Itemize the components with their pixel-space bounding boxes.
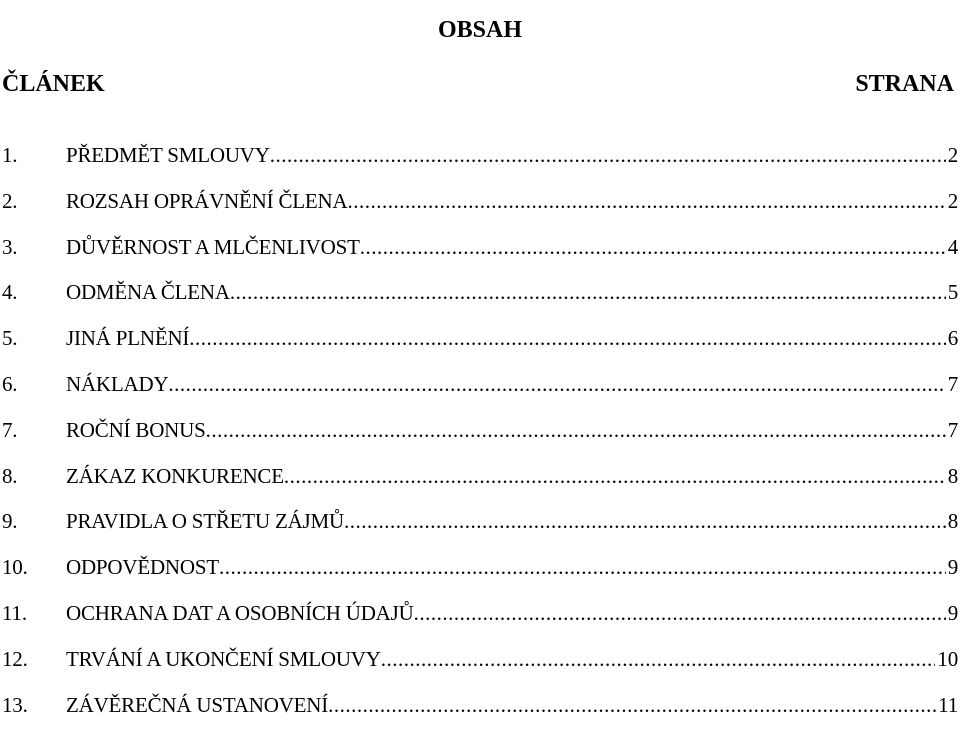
toc-entry-number: 2. [2, 188, 18, 213]
toc-entry-number: 12. [2, 646, 28, 671]
toc-entry-page-number: 8 [947, 463, 958, 488]
toc-entry-title: ODMĚNA ČLENA [66, 280, 230, 305]
toc-entry-title: PŘEDMĚT SMLOUVY [66, 143, 270, 167]
toc-entry-page-number: 4 [947, 234, 958, 259]
toc-entry-leader-dots [347, 186, 945, 216]
toc-entry-number: 10. [2, 555, 28, 580]
column-header-page: STRANA [855, 71, 954, 97]
toc-entry-leader-dots [230, 277, 946, 307]
toc-entry[interactable] [2, 506, 958, 552]
toc-entry-leader-dots [360, 232, 946, 262]
toc-entry-page-number: 11 [938, 692, 958, 717]
toc-entry[interactable] [2, 690, 958, 735]
toc-entry[interactable] [2, 461, 958, 507]
toc-entry[interactable] [2, 552, 958, 598]
toc-entry-leader-dots [219, 552, 946, 582]
toc-entry[interactable] [2, 277, 958, 323]
toc-entry-leader-dots [206, 415, 946, 445]
toc-entry-leader-dots [381, 644, 936, 674]
toc-entry-number: 7. [2, 417, 18, 442]
toc-entry-leader-dots [270, 140, 946, 170]
toc-entry-number: 13. [2, 692, 28, 717]
table-of-contents [2, 140, 958, 735]
toc-entry-page-number: 7 [947, 417, 958, 442]
toc-entry-title: JINÁ PLNĚNÍ [66, 326, 190, 351]
toc-entry-page-number: 2 [947, 188, 958, 213]
toc-entry-title: OCHRANA DAT A OSOBNÍCH ÚDAJŮ [66, 600, 414, 625]
toc-entry-title: ZÁKAZ KONKURENCE [66, 463, 284, 488]
toc-entry-page-number: 6 [947, 326, 958, 351]
toc-entry-title: ODPOVĚDNOST [66, 555, 219, 580]
toc-entry-page-number: 5 [947, 280, 958, 305]
toc-entry-title: DŮVĚRNOST A MLČENLIVOST [66, 234, 360, 259]
toc-entry-title: ROČNÍ BONUS [66, 417, 206, 442]
toc-entry-title: TRVÁNÍ A UKONČENÍ SMLOUVY [66, 646, 381, 671]
toc-entry-number: 8. [2, 463, 18, 488]
toc-entry[interactable] [2, 598, 958, 644]
toc-entry-leader-dots [284, 461, 946, 491]
toc-entry-leader-dots [189, 323, 945, 353]
toc-entry[interactable] [2, 232, 958, 278]
toc-entry[interactable] [2, 644, 958, 690]
toc-entry-number: 11. [2, 600, 27, 625]
toc-entry[interactable] [2, 140, 958, 186]
column-header-article: ČLÁNEK [2, 71, 105, 97]
toc-entry-page-number: 9 [947, 555, 958, 580]
toc-entry-page-number: 7 [947, 371, 958, 396]
toc-entry[interactable] [2, 323, 958, 369]
toc-entry[interactable] [2, 369, 958, 415]
toc-entry-leader-dots [328, 690, 936, 720]
toc-entry-leader-dots [344, 506, 946, 536]
toc-entry-number: 1. [2, 143, 18, 167]
toc-entry-number: 3. [2, 234, 18, 259]
toc-entry-page-number: 9 [947, 600, 958, 625]
toc-entry[interactable] [2, 186, 958, 232]
page-title: OBSAH [437, 17, 523, 44]
toc-entry-page-number: 8 [947, 509, 958, 534]
toc-entry-number: 9. [2, 509, 18, 534]
toc-entry-page-number: 10 [937, 646, 958, 671]
toc-entry-page-number: 2 [947, 143, 958, 167]
toc-entry-title: ROZSAH OPRÁVNĚNÍ ČLENA [66, 188, 348, 213]
toc-entry-number: 4. [2, 280, 18, 305]
toc-entry-title: ZÁVĚREČNÁ USTANOVENÍ [66, 692, 329, 717]
toc-entry-title: NÁKLADY [66, 371, 169, 396]
toc-entry-leader-dots [414, 598, 946, 628]
toc-entry[interactable] [2, 415, 958, 461]
toc-entry-title: PRAVIDLA O STŘETU ZÁJMŮ [66, 509, 344, 534]
toc-entry-number: 5. [2, 326, 18, 351]
toc-entry-leader-dots [168, 369, 945, 399]
toc-entry-number: 6. [2, 371, 18, 396]
toc-column-headers [2, 70, 954, 98]
